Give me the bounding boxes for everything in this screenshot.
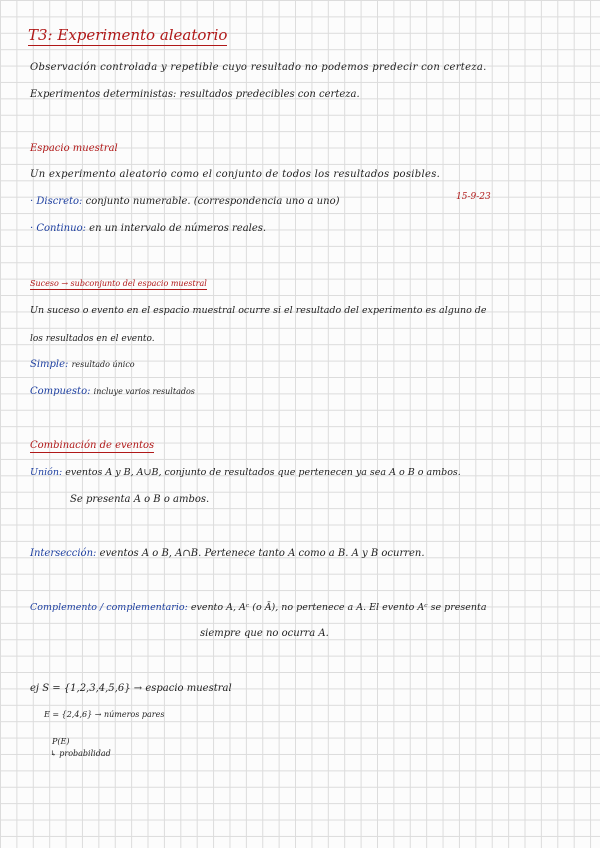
ejemplo-line-2: E = {2,4,6} → números pares [44,710,165,719]
ejemplo-line-1: ej S = {1,2,3,4,5,6} → espacio muestral [30,683,232,694]
ejemplo-line-4: ↳ probabilidad [50,749,111,758]
interseccion-label: Intersección: [30,548,97,559]
suceso-heading: Suceso → subconjunto del espacio muestral [30,279,207,288]
page-title: T3: Experimento aleatorio [28,26,228,44]
suceso-line-1: Un suceso o evento en el espacio muestral ocurre si el resultado del experimento es alguno de [30,305,487,316]
discreto-text: conjunto numerable. (correspondencia uno a uno) [85,196,340,207]
espacio-definition: Un experimento aleatorio como el conjunto de todos los resultados posibles. [30,169,441,180]
intro-line-1: Observación controlada y repetible cuyo resultado no podemos predecir con certeza. [30,62,487,73]
compuesto-line [30,386,195,398]
discreto-line [30,196,340,208]
compuesto-label: Compuesto: [30,386,91,397]
continuo-line [30,223,266,235]
continuo-label: · Continuo: [30,223,86,234]
intro-line-2: Experimentos deterministas: resultados predecibles con certeza. [30,89,360,100]
discreto-label: · Discreto: [30,196,83,207]
espacio-heading: Espacio muestral [30,143,118,154]
continuo-text: en un intervalo de números reales. [89,223,267,234]
union-line-2: Se presenta A o B o ambos. [70,494,210,505]
simple-line [30,359,135,371]
interseccion-line [30,548,425,560]
interseccion-text: eventos A o B, A∩B. Pertenece tanto A como a B. A y B ocurren. [99,548,425,559]
union-label: Unión: [30,467,63,478]
simple-text: resultado único [71,360,135,369]
compuesto-text: incluye varios resultados [93,387,195,396]
complemento-line [30,602,487,614]
union-line [30,467,461,479]
suceso-line-2: los resultados en el evento. [30,334,155,344]
complemento-label: Complemento / complementario: [30,602,188,613]
union-text: eventos A y B, A∪B, conjunto de resultados que pertenecen ya sea A o B o ambos. [65,467,461,478]
ejemplo-line-3: P(E) [52,737,70,746]
date-note: 15-9-23 [456,192,491,202]
combinacion-heading: Combinación de eventos [30,440,155,451]
simple-label: Simple: [30,359,69,370]
complemento-line-2: siempre que no ocurra A. [200,628,329,639]
complemento-text: evento A, Aᶜ (o Ā), no pertenece a A. El evento Aᶜ se presenta [190,602,487,613]
